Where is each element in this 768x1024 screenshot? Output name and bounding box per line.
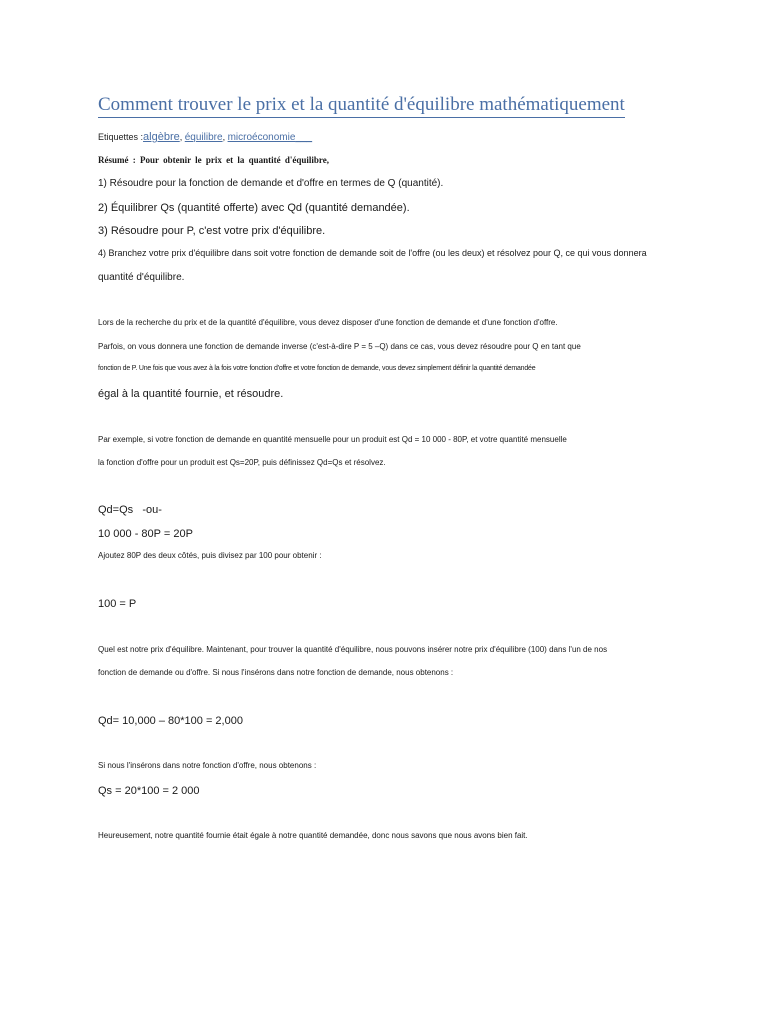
paragraph-2-line-3: égal à la quantité fournie, et résoudre. bbox=[98, 388, 284, 400]
paragraph-5-line-2: fonction de demande ou d'offre. Si nous l'insérons dans notre fonction de demande, nous obtenons : bbox=[98, 668, 454, 677]
page-title: Comment trouver le prix et la quantité d'équilibre mathématiquement bbox=[98, 94, 625, 118]
paragraph-2-line-1: Parfois, on vous donnera une fonction de demande inverse (c'est-à-dire P = 5 –Q) dans ce cas, vous devez résoudre pour Q en tant que bbox=[98, 342, 581, 351]
paragraph-7: Heureusement, notre quantité fournie était égale à notre quantité demandée, donc nous savons que nous avons bien fait. bbox=[98, 831, 528, 840]
equation-price: 100 = P bbox=[98, 598, 137, 610]
step-4-continuation: quantité d'équilibre. bbox=[98, 272, 185, 283]
tag-link-algebre[interactable]: algèbre bbox=[143, 131, 180, 143]
tag-separator: , bbox=[222, 132, 228, 142]
paragraph-2-line-2: fonction de P. Une fois que vous avez à la fois votre fonction d'offre et votre fonction de demande, vous devez simplement définir la quantité demandée bbox=[98, 365, 536, 372]
step-2: 2) Équilibrer Qs (quantité offerte) avec Qd (quantité demandée). bbox=[98, 202, 410, 214]
tag-link-equilibre[interactable]: équilibre bbox=[184, 132, 223, 143]
tags-line bbox=[98, 131, 312, 143]
step-1: 1) Résoudre pour la fonction de demande et d'offre en termes de Q (quantité). bbox=[98, 178, 444, 189]
paragraph-3-line-2: la fonction d'offre pour un produit est Qs=20P, puis définissez Qd=Qs et résolvez. bbox=[98, 458, 386, 467]
equation-1: 10 000 - 80P = 20P bbox=[98, 528, 193, 540]
step-4: 4) Branchez votre prix d'équilibre dans soit votre fonction de demande soit de l'offre (ou les deux) et résolvez pour Q, ce qui vous donnera bbox=[98, 248, 647, 258]
paragraph-4: Ajoutez 80P des deux côtés, puis divisez par 100 pour obtenir : bbox=[98, 551, 322, 560]
summary-heading: Résumé : Pour obtenir le prix et la quantité d'équilibre, bbox=[98, 155, 329, 165]
paragraph-1: Lors de la recherche du prix et de la quantité d'équilibre, vous devez disposer d'une fonction de demande et d'une fonction d'offre. bbox=[98, 318, 558, 327]
tag-link-microeconomie[interactable]: microéconomie bbox=[227, 132, 296, 143]
step-3: 3) Résoudre pour P, c'est votre prix d'équilibre. bbox=[98, 225, 326, 237]
paragraph-5-line-1: Quel est notre prix d'équilibre. Maintenant, pour trouver la quantité d'équilibre, nous pouvons insérer notre prix d'équilibre (100) dans l'un de nos bbox=[98, 645, 608, 654]
equation-qd: Qd= 10,000 – 80*100 = 2,000 bbox=[98, 715, 243, 727]
equation-qs: Qs = 20*100 = 2 000 bbox=[98, 785, 200, 797]
paragraph-6: Si nous l'insérons dans notre fonction d'offre, nous obtenons : bbox=[98, 761, 317, 770]
tag-separator: , bbox=[179, 132, 185, 142]
equation-qd-qs: Qd=Qs -ou- bbox=[98, 504, 162, 516]
paragraph-3-line-1: Par exemple, si votre fonction de demande en quantité mensuelle pour un produit est Qd = 10 000 - 80P, et votre quantité mensuelle bbox=[98, 435, 567, 444]
tag-underline-tail: ___ bbox=[295, 132, 313, 143]
tags-label: Etiquettes : bbox=[98, 132, 144, 142]
